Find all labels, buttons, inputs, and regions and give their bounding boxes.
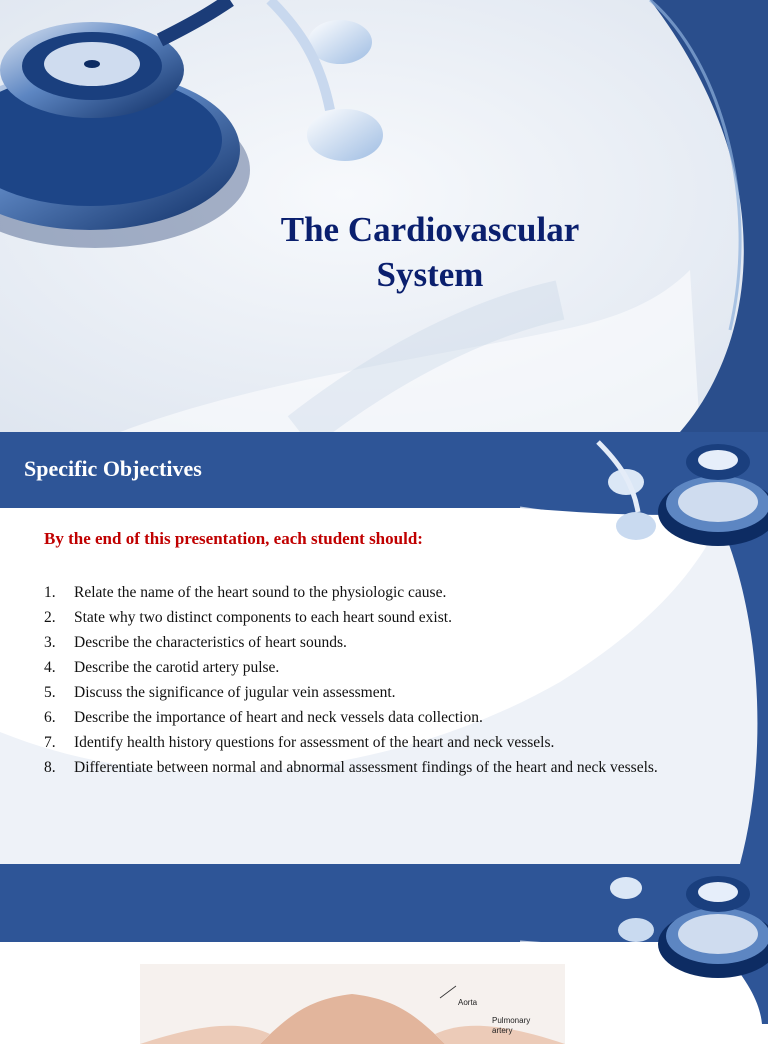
list-number: 8. [44, 759, 56, 776]
stethoscope-thumbnail-icon [578, 432, 768, 552]
list-text: State why two distinct components to each heart sound exist. [74, 609, 452, 626]
list-item [44, 582, 664, 603]
slide-title-line-1: The Cardiovascular [280, 210, 580, 249]
title-slide [0, 0, 768, 432]
objectives-slide [0, 432, 768, 864]
list-number: 5. [44, 684, 56, 701]
list-item [44, 607, 664, 628]
slide-header-banner [0, 432, 768, 508]
list-item [44, 732, 664, 753]
list-item [44, 757, 664, 778]
list-number: 7. [44, 734, 56, 751]
aorta-label: Aorta [458, 998, 478, 1007]
list-text: Describe the importance of heart and neck vessels data collection. [74, 709, 483, 726]
list-number: 2. [44, 609, 56, 626]
list-number: 1. [44, 584, 56, 601]
list-item [44, 657, 664, 678]
list-number: 6. [44, 709, 56, 726]
list-text: Identify health history questions for assessment of the heart and neck vessels. [74, 734, 555, 751]
list-number: 4. [44, 659, 56, 676]
list-text: Discuss the significance of jugular vein assessment. [74, 684, 396, 701]
objectives-lead-text: By the end of this presentation, each student should: [44, 529, 423, 548]
pulmonary-artery-label-line-2: artery [492, 1026, 513, 1035]
anatomy-slide [0, 864, 768, 1035]
list-text: Differentiate between normal and abnormal assessment findings of the heart and neck vessels. [74, 759, 658, 776]
list-item [44, 682, 664, 703]
list-number: 3. [44, 634, 56, 651]
list-item [44, 632, 664, 653]
slide-title [230, 207, 630, 297]
list-item [44, 707, 664, 728]
pulmonary-artery-label-line-1: Pulmonary [492, 1016, 531, 1025]
list-text: Describe the characteristics of heart sounds. [74, 634, 347, 651]
list-text: Describe the carotid artery pulse. [74, 659, 280, 676]
objectives-list [44, 582, 664, 782]
list-text: Relate the name of the heart sound to the physiologic cause. [74, 584, 447, 601]
stethoscope-thumbnail-icon [578, 864, 768, 984]
slide-title-line-2: System [376, 255, 484, 294]
slide-heading: Specific Objectives [24, 456, 202, 481]
anatomy-image [140, 964, 565, 1044]
